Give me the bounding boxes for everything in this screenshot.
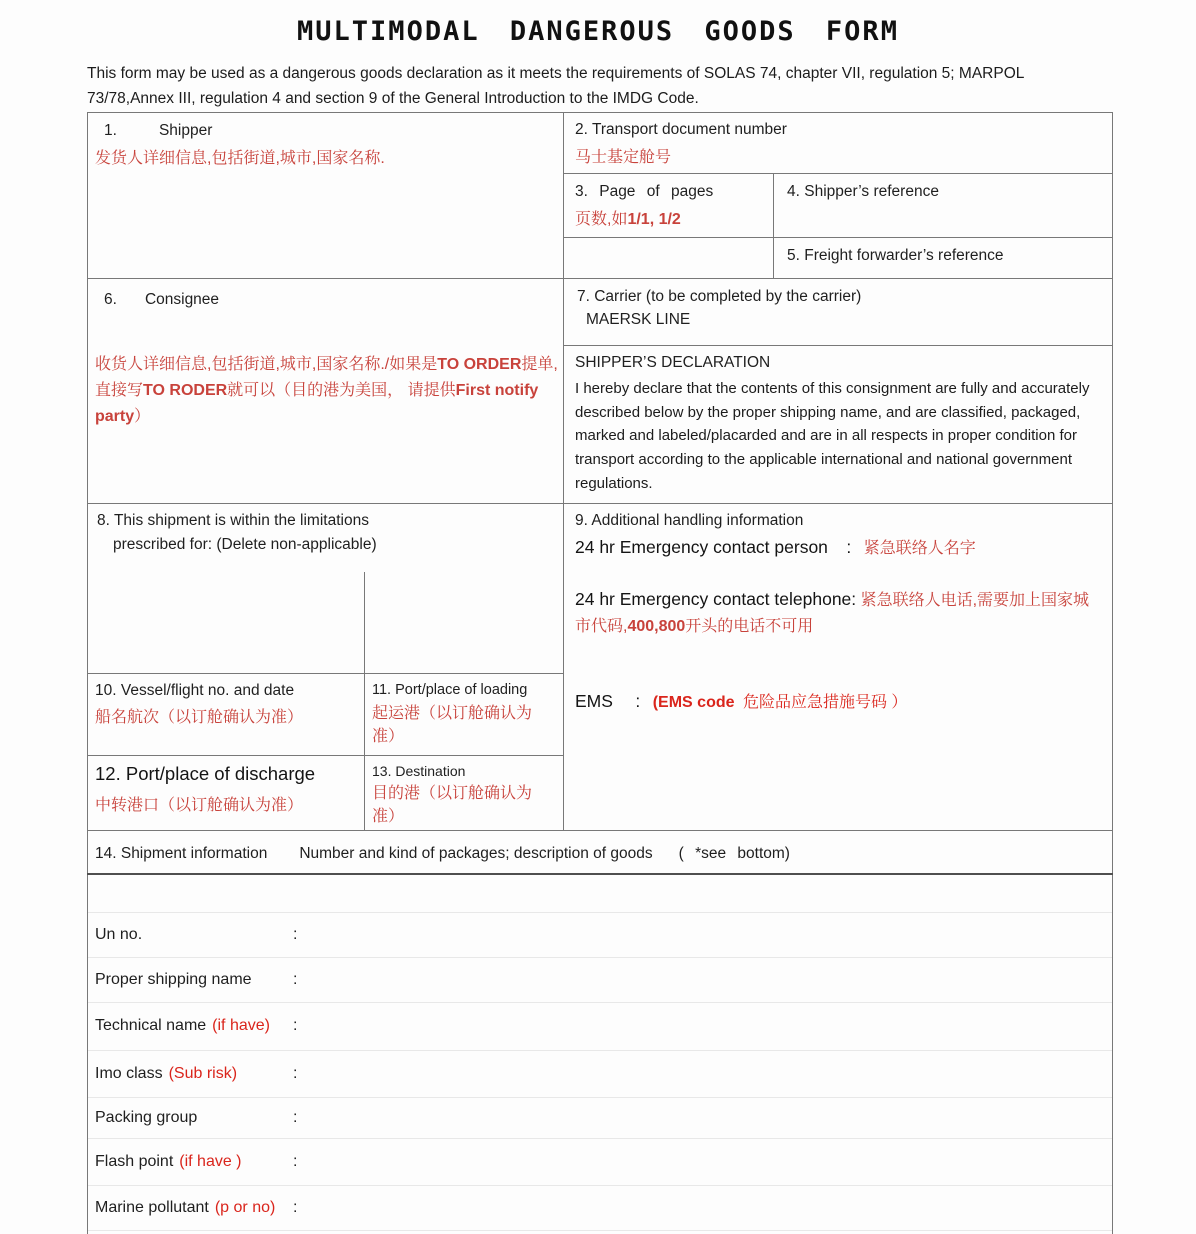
cell-transport-doc-label: 2. Transport document number (575, 121, 787, 138)
field-row-marine-pollutant (95, 1185, 297, 1230)
cell-consignee-label (104, 291, 219, 309)
field-colon: : (293, 925, 298, 943)
emergency-contact-phone-row (575, 585, 1103, 639)
consignee-note-zh4: ） (134, 407, 151, 425)
cell-loading-note: 起运港（以订舱确认为准） (372, 705, 533, 746)
grid-line-v-center (563, 112, 564, 830)
field-label-group (95, 1109, 287, 1127)
consignee-note-zh3: 就可以（目的港为美国， 请提供 (227, 381, 456, 399)
cell-freight-forwarders-reference-label: 5. Freight forwarder’s reference (787, 247, 1004, 264)
contact-phone-label: 24 hr Emergency contact telephone: (575, 589, 857, 609)
page-note-zh: 页数,如 (575, 211, 628, 228)
cell-carrier-label: 7. Carrier (to be completed by the carrier) (577, 288, 862, 305)
contact-phone-note-1: 紧急联络人电话,需要加上国家城市代码, (575, 592, 1090, 635)
cell-shipper-number: 1. (104, 122, 117, 139)
field-label-red: (p or no) (214, 1198, 276, 1216)
grid-line-h (87, 503, 1113, 504)
cell-consignee-title: Consignee (144, 291, 220, 308)
field-label-red: (Sub risk) (168, 1064, 238, 1082)
contact-person-colon: : (846, 537, 852, 557)
field-colon: : (293, 1064, 298, 1082)
field-label: Marine pollutant (95, 1198, 209, 1216)
grid-line-h-section (87, 873, 1113, 875)
consignee-note-zh1: 收货人详细信息,包括街道,城市,国家名称./如果是 (95, 356, 438, 373)
grid-line-h (563, 237, 1112, 238)
field-label-group (95, 971, 287, 989)
grid-line-h (563, 173, 1112, 174)
shipment-info-see-bottom: ( *see bottom) (678, 845, 790, 862)
field-label: Technical name (95, 1017, 207, 1034)
field-label-group (95, 1199, 287, 1217)
form-title: MULTIMODAL DANGEROUS GOODS FORM (297, 16, 899, 47)
declaration-title: SHIPPER’S DECLARATION (575, 354, 771, 371)
field-row-packing-group (95, 1097, 297, 1138)
cell-destination-note: 目的港（以订舱确认为准） (372, 785, 533, 826)
field-label: Un no. (95, 925, 143, 943)
field-label: Imo class (95, 1064, 163, 1082)
consignee-note-en2: TO RODER (143, 381, 228, 399)
contact-person-label: 24 hr Emergency contact person (575, 537, 828, 557)
shipment-info-header (95, 845, 790, 863)
field-label-group (95, 1153, 287, 1171)
form-intro-text: This form may be used as a dangerous goods declaration as it meets the requirements of SOLAS 74, chapter VII, regulation 5; MARPOL 73/78,Annex III, regulation 4 and section 9 of the General Introduction to the IMDG Code. (87, 65, 1024, 107)
shipment-info-label: 14. Shipment information (95, 845, 268, 862)
cell-additional-handling-label: 9. Additional handling information (575, 512, 804, 529)
cell-consignee-number: 6. (104, 291, 117, 308)
field-row-un-no (95, 912, 297, 957)
cell-limitations-line2: prescribed for: (Delete non-applicable) (113, 536, 377, 553)
field-label: Packing group (95, 1108, 198, 1126)
ems-row (575, 689, 907, 712)
ems-note-en: (EMS code (652, 694, 735, 711)
field-label: Proper shipping name (95, 970, 252, 988)
ems-colon: : (635, 691, 641, 711)
field-row-proper-shipping-name (95, 957, 297, 1002)
field-colon: : (293, 1017, 298, 1034)
page-note-example: 1/1, 1/2 (627, 211, 681, 228)
cell-consignee-note (95, 352, 563, 430)
contact-person-note: 紧急联络人名字 (863, 540, 976, 557)
grid-line-v-right (1112, 112, 1113, 1234)
ems-label: EMS (575, 691, 613, 711)
field-row-flash-point (95, 1138, 297, 1185)
field-colon: : (293, 1198, 298, 1216)
cell-vessel-note: 船名航次（以订舱确认为准） (95, 709, 304, 726)
cell-discharge-label: 12. Port/place of discharge (95, 763, 316, 784)
consignee-note-en3: First notify party (95, 381, 539, 425)
cell-transport-doc-note: 马士基定舱号 (575, 149, 672, 166)
field-label-group (95, 1017, 287, 1035)
cell-shipper-label (104, 122, 212, 140)
consignee-note-zh2: 提单, 直接写 (95, 356, 558, 399)
field-label-red: (if have) (212, 1017, 270, 1034)
grid-line-h (87, 673, 564, 674)
grid-line-h-faint (88, 1230, 1112, 1231)
cell-vessel-label: 10. Vessel/flight no. and date (95, 682, 295, 699)
field-colon: : (293, 1152, 298, 1170)
contact-phone-note-bold: 400,800 (627, 617, 686, 635)
grid-line-v-left-sub (364, 572, 365, 830)
cell-discharge-note: 中转港口（以订舱确认为准） (95, 797, 304, 814)
field-label: Flash point (95, 1152, 174, 1170)
grid-line-h (87, 755, 564, 756)
field-colon: : (293, 1108, 298, 1126)
ems-note-zh: 危险品应急措施号码 ） (742, 694, 908, 711)
grid-line-v-right-sub (773, 173, 774, 278)
grid-line-h-top (87, 112, 1113, 113)
shipment-info-sublabel: Number and kind of packages; description of goods (299, 845, 653, 862)
emergency-contact-person-row (575, 535, 976, 558)
cell-shipper-note: 发货人详细信息,包括街道,城市,国家名称. (95, 150, 385, 167)
cell-shippers-reference-label: 4. Shipper’s reference (787, 183, 939, 200)
field-row-imo-class (95, 1050, 297, 1097)
grid-line-h (563, 345, 1112, 346)
field-label-group (95, 1065, 287, 1083)
cell-limitations-line1: 8. This shipment is within the limitations (97, 512, 369, 529)
cell-destination-label: 13. Destination (372, 763, 466, 779)
cell-page-of-pages-label: 3. Page of pages (575, 183, 714, 200)
consignee-note-en1: TO ORDER (437, 356, 522, 373)
cell-shipper-title: Shipper (158, 122, 213, 139)
field-row-technical-name (95, 1002, 297, 1050)
cell-loading-label: 11. Port/place of loading (372, 682, 528, 698)
cell-page-of-pages-note (575, 206, 681, 229)
field-label-red: (if have ) (179, 1152, 242, 1170)
field-label-group (95, 926, 287, 944)
grid-line-h (87, 278, 1113, 279)
contact-phone-note-2: 开头的电话不可用 (685, 617, 814, 635)
cell-carrier-value: MAERSK LINE (586, 311, 691, 328)
grid-line-h (87, 830, 1113, 831)
declaration-body: I hereby declare that the contents of this consignment are fully and accurately described below by the proper shipping name, and are classified, packaged, marked and labeled/placarded and are in all respects in proper condition for transport according to the applicable international and national government regulations. (575, 380, 1090, 492)
field-colon: : (293, 970, 298, 988)
